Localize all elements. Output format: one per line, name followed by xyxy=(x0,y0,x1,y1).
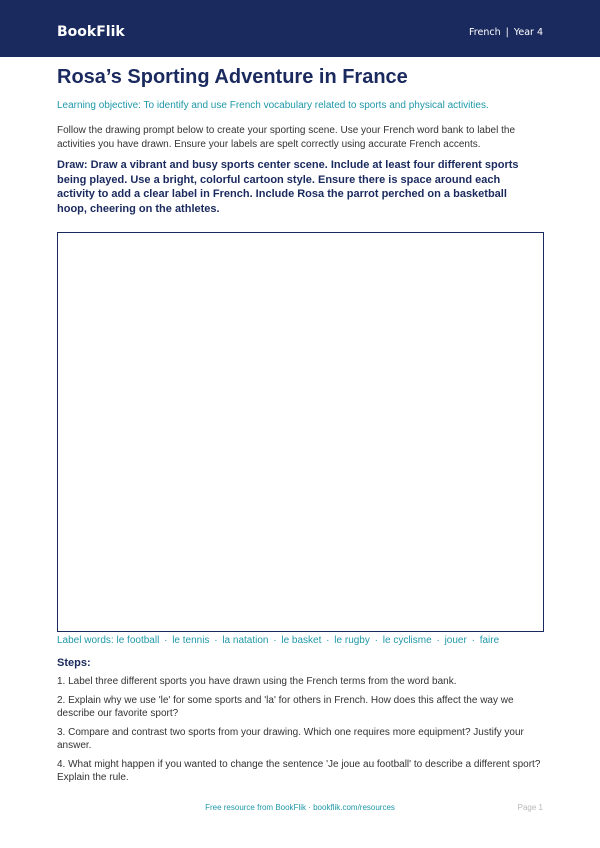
step-item: 2. Explain why we use 'le' for some sports and 'la' for others in French. How does this affect the way we describe our favorite sport? xyxy=(57,694,514,719)
word-bank-item: le rugby xyxy=(334,635,370,646)
word-bank-item: le football xyxy=(116,635,160,646)
subject-year-label xyxy=(469,26,543,40)
footer xyxy=(0,802,600,816)
word-bank-item: le cyclisme xyxy=(382,635,432,646)
subject-label: French xyxy=(469,27,501,38)
word-bank-item: le tennis xyxy=(172,635,210,646)
drawing-prompt: Draw: Draw a vibrant and busy sports center scene. Include at least four different sports being played. Use a bright, colorful cartoon style. Ensure there is space around each activity to add a clear label in French. Include Rosa the parrot perched on a basketball hoop, cheering on the athletes. xyxy=(57,159,519,215)
word-bank: Label words: le football · le tennis · la natation · le basket · le rugby · le cyclisme · jouer · faire xyxy=(57,635,500,646)
learning-objective: Learning objective: To identify and use French vocabulary related to sports and physical activities. xyxy=(57,100,489,111)
brand-logo[interactable]: BookFlik xyxy=(57,24,125,40)
year-label: Year 4 xyxy=(513,27,543,38)
header-bar xyxy=(0,0,600,57)
word-bank-item: la natation xyxy=(222,635,269,646)
drawing-area[interactable] xyxy=(57,232,544,632)
instructions-text: Follow the drawing prompt below to create your sporting scene. Use your French word bank to label the activities you have drawn. Ensure your labels are spelt correctly using accurate French accents. xyxy=(57,125,516,150)
word-bank-item: jouer xyxy=(444,635,467,646)
word-bank-item: le basket xyxy=(281,635,322,646)
step-item: 1. Label three different sports you have drawn using the French terms from the word bank. xyxy=(57,676,457,687)
steps-list xyxy=(57,675,547,790)
word-bank-label: Label words: xyxy=(57,635,114,646)
page-number: Page 1 xyxy=(517,803,543,812)
word-bank-item: faire xyxy=(479,635,500,646)
step-item: 3. Compare and contrast two sports from your drawing. Which one requires more equipment? Justify your answer. xyxy=(57,726,524,751)
page-title: Rosa’s Sporting Adventure in France xyxy=(57,66,408,88)
crumb-separator: | xyxy=(505,27,509,38)
steps-heading: Steps: xyxy=(57,657,91,669)
footer-source-link[interactable]: Free resource from BookFlik · bookflik.com/resources xyxy=(205,803,395,812)
step-item: 4. What might happen if you wanted to change the sentence 'Je joue au football' to describe a different sport? Explain the rule. xyxy=(57,758,541,783)
